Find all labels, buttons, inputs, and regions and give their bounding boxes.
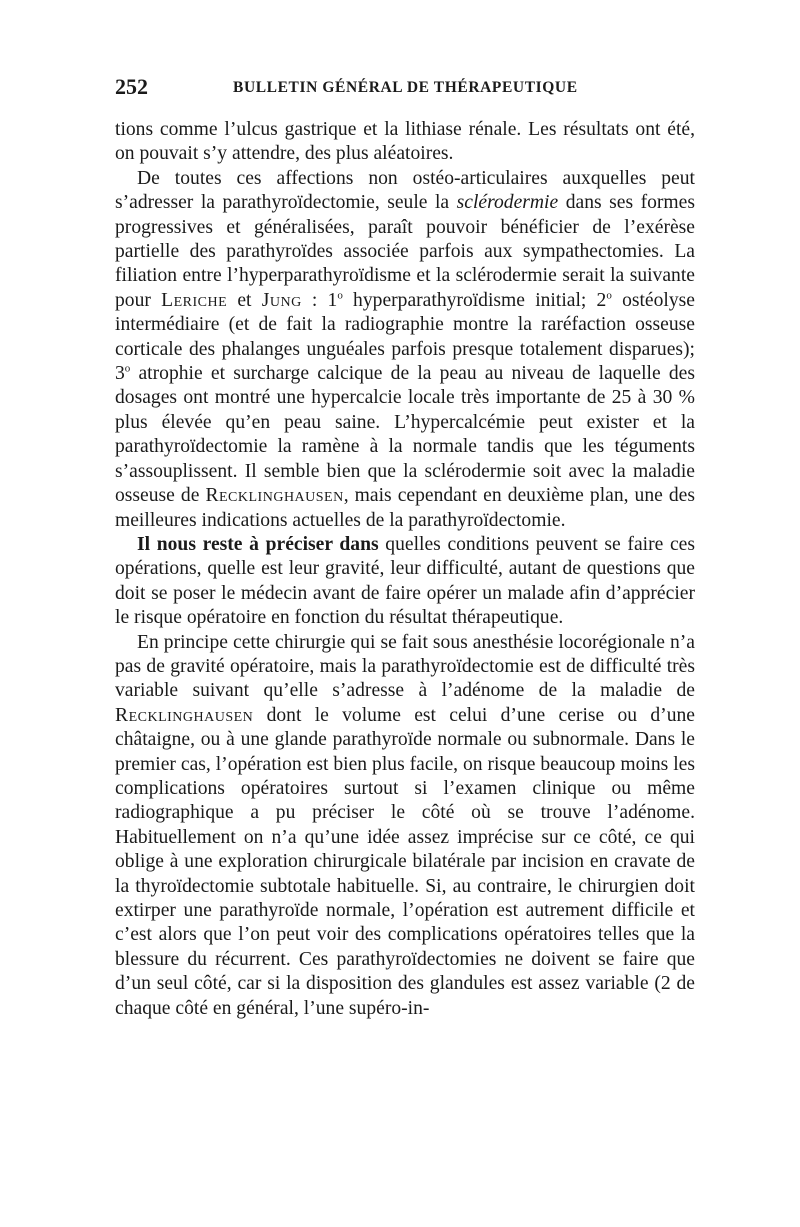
ordinal-mark: o [337,289,343,302]
text-run: , mais cependant en deuxième plan, une des meilleures indications actuelles de la parathyroïdectomie. [115,485,696,531]
page-number: 252 [115,74,148,99]
paragraph-4 [115,631,695,1022]
text-run: dans ses formes progressives et généralisées, paraît pouvoir bénéficier de l’exérèse partielle des parathyroïdes associée parfois aux sympathectomies. La filiation entre l’hyperparathyroïdisme et la sclérodermie serait la suivante pour [115,192,695,311]
body-text [115,118,695,1021]
text-run: quelles conditions peuvent se faire ces opérations, quelle est leur gravité, leur difficulté, autant de questions que doit se poser le médecin avant de faire opérer un malade afin d’apprécier le risque opératoire en fonction du résultat thérapeutique. [115,533,695,629]
text-run: De toutes ces affections non ostéo-articulaires auxquelles peut s’adresser la parathyroïdectomie, seule la [115,167,695,214]
paragraph-3 [115,533,695,631]
text-run: : 1 [301,289,338,311]
running-title: BULLETIN GÉNÉRAL DE THÉRAPEUTIQUE [233,79,578,96]
ordinal-mark: o [606,289,612,302]
paragraph-1 [115,118,695,167]
text-run: ostéolyse intermédiaire (et de fait la radiographie montre la raréfaction osseuse corticale des phalanges unguéales parfois presque totalement disparues); 3 [115,289,695,385]
author-name: Jung [261,289,302,311]
text-run: hyperparathyroïdisme initial; 2 [342,289,607,311]
text-run: tions comme l’ulcus gastrique et la lithiase rénale. Les résultats ont été, on pouvait s’y attendre, des plus aléatoires. [115,119,695,165]
page-header [115,74,695,104]
author-name: Leriche [161,289,228,311]
text-run: atrophie et surcharge calcique de la peau au niveau de laquelle des dosages ont montré une hypercalcie locale très importante de 25 à 30 % plus élevée qu’en peau saine. L’hypercalcémie peut exister et la parathyroïdectomie la ramène à la normale tandis que les téguments s’assouplissent. Il semble bien que la sclérodermie soit avec la maladie osseuse de [115,363,695,507]
bold-lead-in: Il nous reste à préciser dans [137,533,379,555]
author-name: Recklinghausen [205,485,344,507]
text-run: dont le volume est celui d’une cerise ou d’une châtaigne, ou à une glande parathyroïde normale ou subnormale. Dans le premier cas, l’opération est bien plus facile, on risque beaucoup moins les complications opératoires surtout si l’examen clinique ou même radiographique a pu préciser le côté où se trouve l’adénome. Habituellement on n’a qu’une idée assez imprécise sur ce côté, ce qui oblige à une exploration chirurgicale bilatérale par incision en cravate de la thyroïdectomie subtotale habituelle. Si, au contraire, le chirurgien doit extirper une parathyroïde normale, l’opération est autrement difficile et c’est alors que l’on peut voir des complications opératoires telles que la blessure du récurrent. Ces parathyroïdectomies ne doivent se faire que d’un seul côté, car si la disposition des glandules est assez variable (2 de chaque côté en général, l’une supéro-in- [115,704,695,1019]
paragraph-2 [115,167,695,533]
author-name: Recklinghausen [115,704,254,726]
italic-term: sclérodermie [456,192,559,214]
text-run: En principe cette chirurgie qui se fait sous anesthésie locorégionale n’a pas de gravité opératoire, mais la parathyroïdectomie est de difficulté très variable suivant qu’elle s’adresse à l’adénome de la maladie de [115,631,695,702]
ordinal-mark: o [124,362,131,375]
text-run: et [227,289,262,311]
